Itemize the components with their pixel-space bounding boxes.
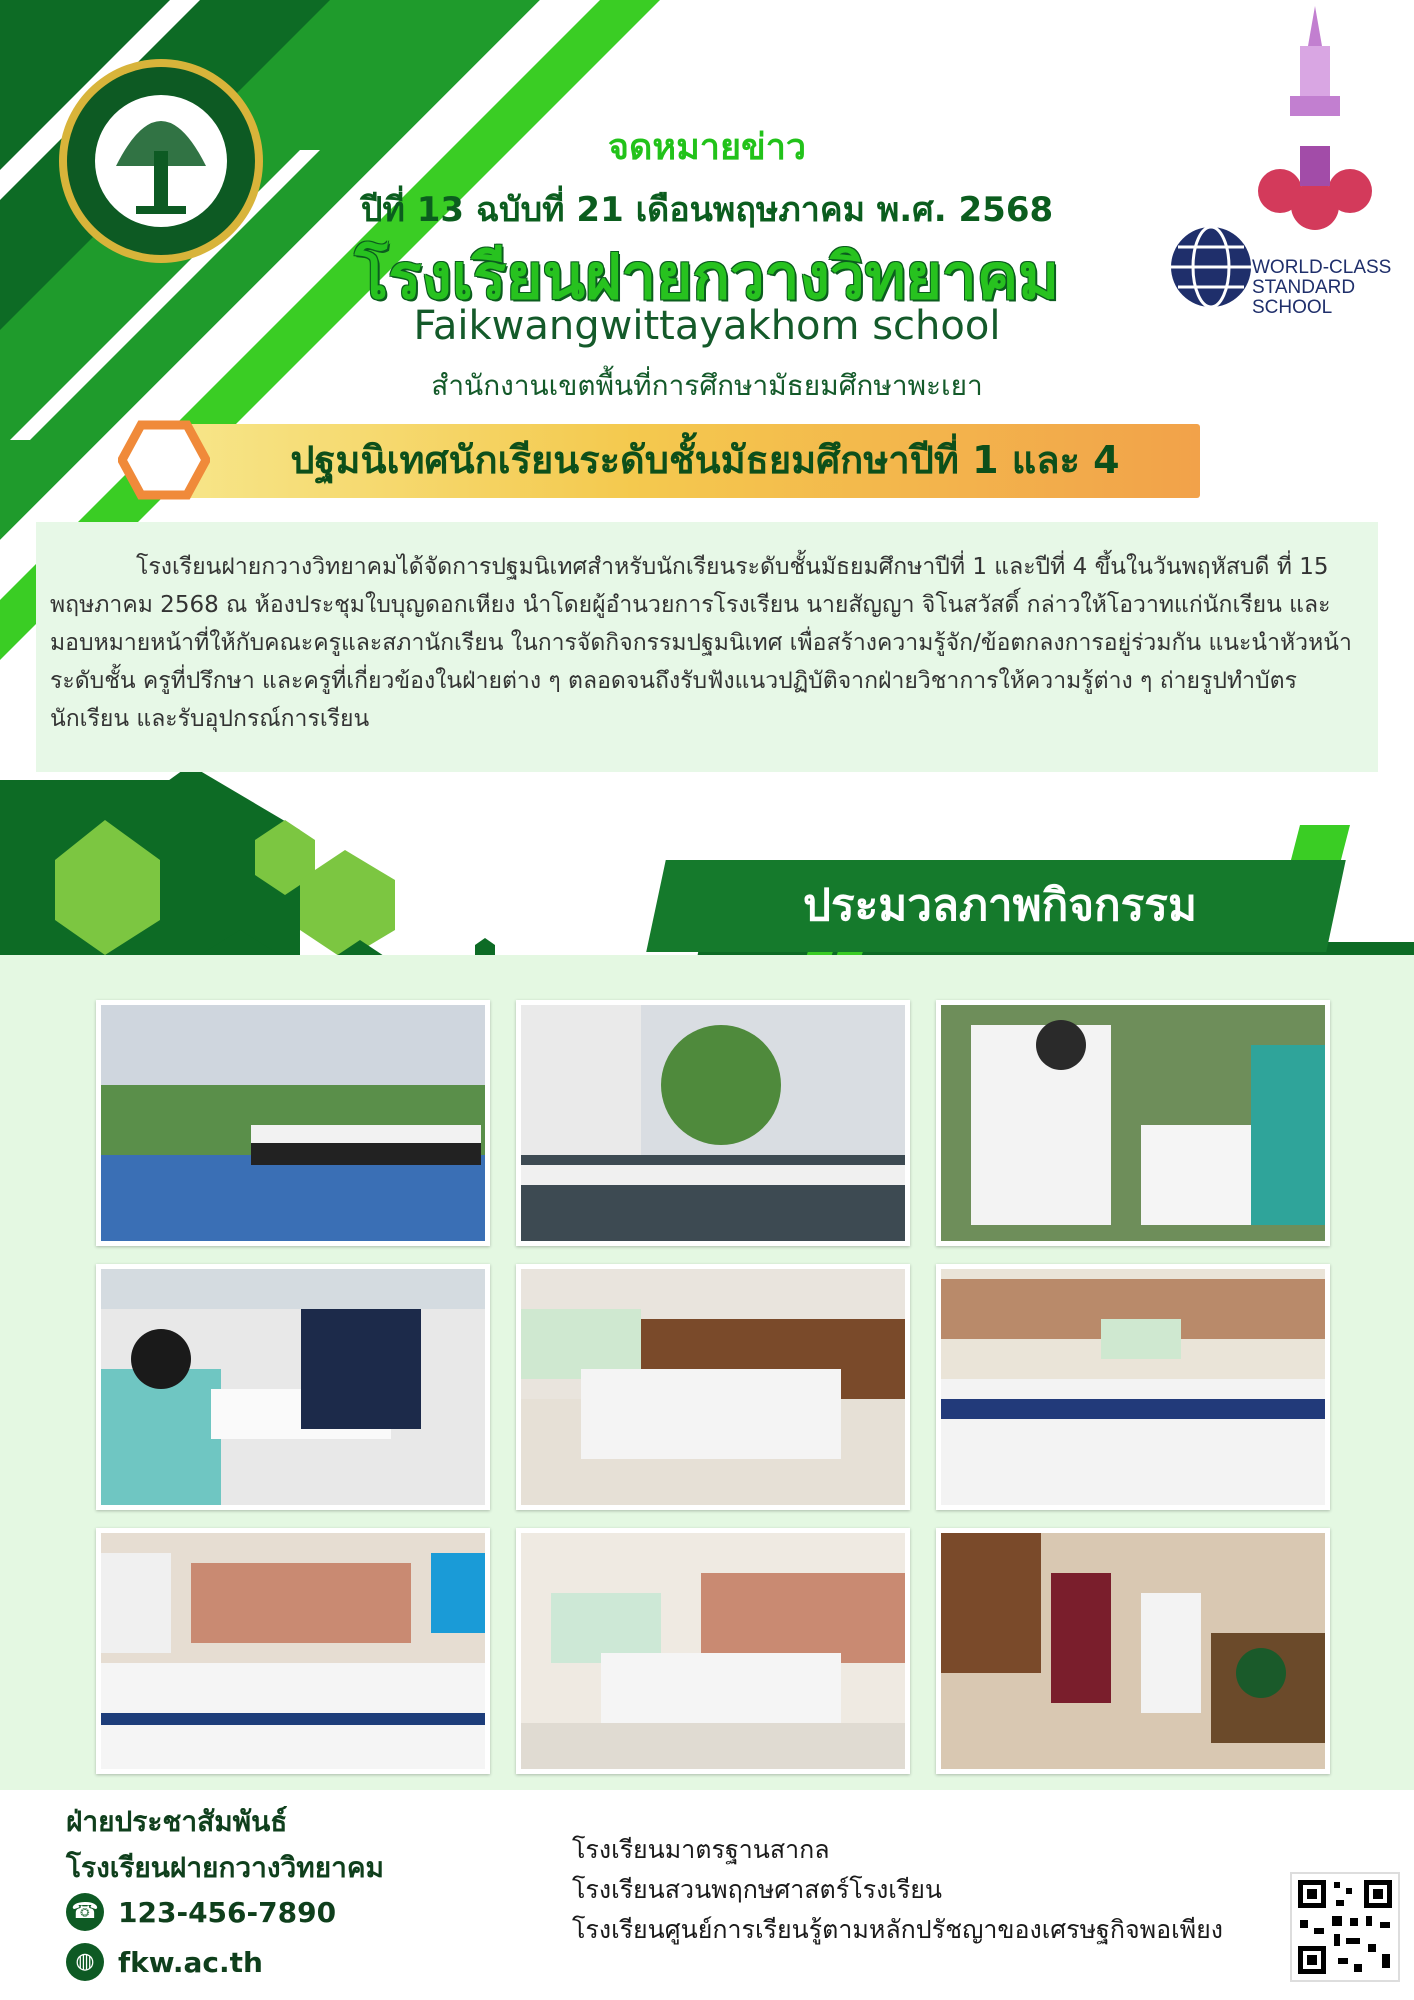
gallery-title: ประมวลภาพกิจกรรม — [803, 880, 1197, 931]
article-title: ปฐมนิเทศนักเรียนระดับชั้นมัธยมศึกษาปีที่ 1 และ 4 — [290, 438, 1120, 482]
wcss-line1: WORLD-CLASS — [1252, 257, 1392, 278]
wcss-line2: STANDARD SCHOOL — [1252, 277, 1356, 318]
website-link[interactable]: fkw.ac.th — [118, 1945, 263, 1979]
phone-icon: ☎ — [66, 1893, 104, 1931]
qr-code[interactable] — [1290, 1872, 1400, 1982]
gallery-photo — [96, 1000, 490, 1246]
gallery-photo — [96, 1264, 490, 1510]
area-office: สำนักงานเขตพื้นที่การศึกษามัธยมศึกษาพะเยา — [431, 369, 983, 402]
school-features — [572, 1830, 1223, 1950]
pr-department: ฝ่ายประชาสัมพันธ์ — [66, 1805, 288, 1838]
newsletter-kicker: จดหมายข่าว — [607, 127, 807, 168]
gallery-photo — [936, 1264, 1330, 1510]
school-name-english: Faikwangwittayakhom school — [413, 303, 1001, 349]
gallery-photo — [516, 1264, 910, 1510]
phone-number: 123-456-7890 — [118, 1895, 337, 1929]
hexagon-icon — [118, 420, 210, 500]
gallery-photo — [96, 1528, 490, 1774]
article-body: โรงเรียนฝายกวางวิทยาคมได้จัดการปฐมนิเทศสำหรับนักเรียนระดับชั้นมัธยมศึกษาปีที่ 1 และปีที่ 4 ขึ้นในวันพฤหัสบดี ที่ 15 พฤษภาคม 2568 ณ ห้องประชุมใบบุญดอกเหียง นำโดยผู้อำนวยการโรงเรียน นายสัญญา จิโนสวัสดิ์ กล่าวให้โอวาทแก่นักเรียน และมอบหมายหน้าที่ให้กับคณะครูและสภานักเรียน ในการจัดกิจกรรมปฐมนิเทศ เพื่อสร้างความรู้จัก/ข้อตกลงการอยู่ร่วมกัน แนะนำหัวหน้าระดับชั้น ครูที่ปรึกษา และครูที่เกี่ยวข้องในฝ่ายต่าง ๆ ตลอดจนถึงรับฟังแนวปฏิบัติจากฝ่ายวิชาการให้ความรู้ต่าง ๆ ถ่ายรูปทำบัตรนักเรียน และรับอุปกรณ์การเรียน — [50, 554, 1352, 732]
gallery-photo — [516, 1528, 910, 1774]
gallery-photo — [936, 1000, 1330, 1246]
pr-school-name: โรงเรียนฝายกวางวิทยาคม — [66, 1851, 385, 1884]
phone-row — [66, 1892, 336, 1932]
feature-item: โรงเรียนสวนพฤกษศาสตร์โรงเรียน — [572, 1875, 942, 1904]
school-name-thai: โรงเรียนฝายกวางวิทยาคม — [354, 240, 1060, 313]
globe-icon: ◍ — [66, 1943, 104, 1981]
feature-item: โรงเรียนมาตรฐานสากล — [572, 1835, 830, 1864]
issue-line: ปีที่ 13 ฉบับที่ 21 เดือนพฤษภาคม พ.ศ. 2568 — [360, 190, 1054, 230]
feature-item: โรงเรียนศูนย์การเรียนรู้ตามหลักปรัชญาของเศรษฐกิจพอเพียง — [572, 1915, 1224, 1944]
gallery-photo — [936, 1528, 1330, 1774]
website-row — [66, 1942, 263, 1982]
gallery-photo — [516, 1000, 910, 1246]
